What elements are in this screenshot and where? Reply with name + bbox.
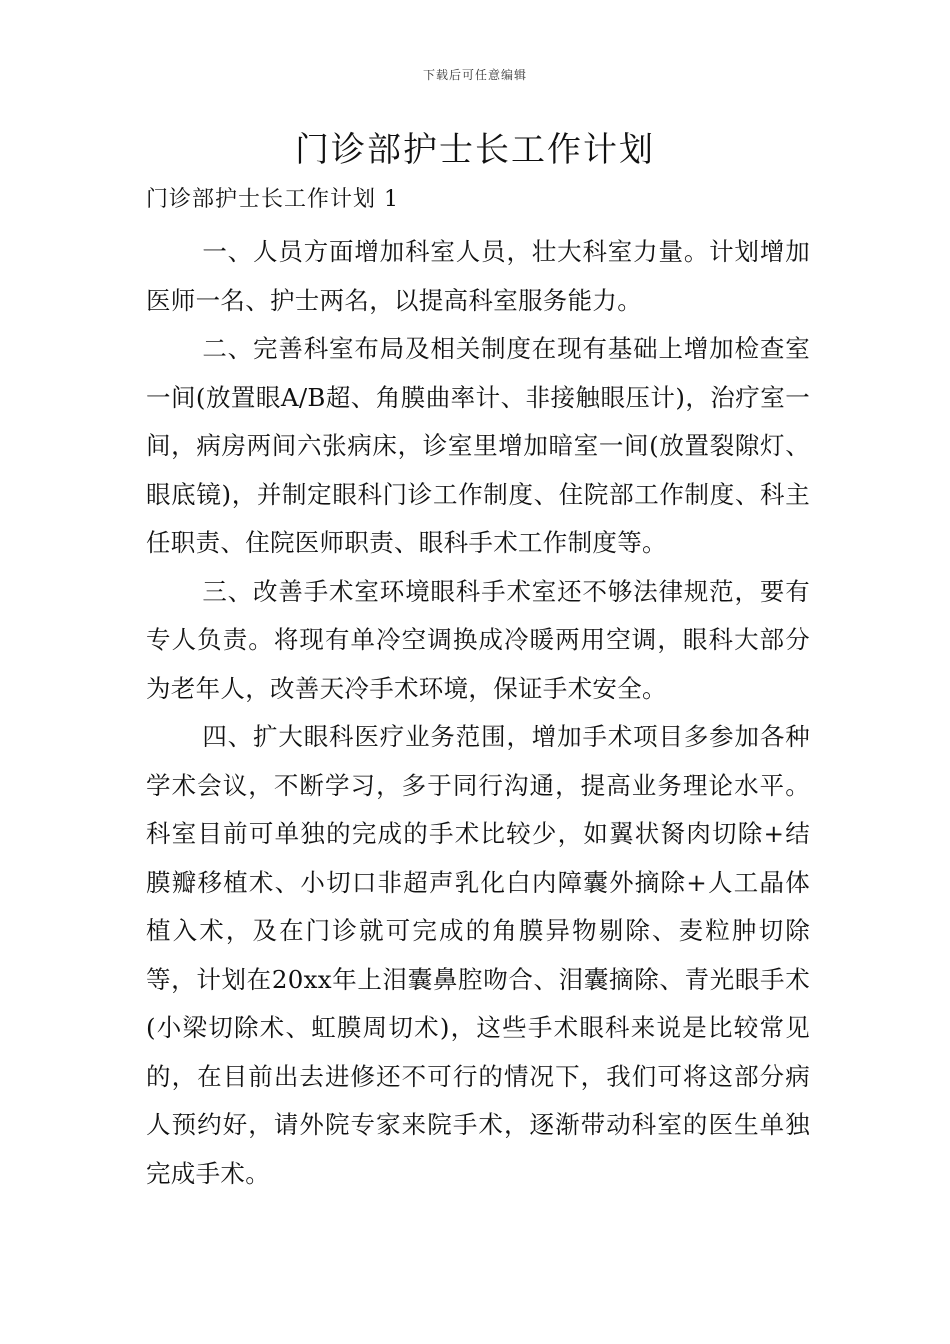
document-body: [146, 182, 810, 1198]
paragraph-layout-rules: 二、完善科室布局及相关制度在现有基础上增加检查室一间(放置眼A/B超、角膜曲率计、非接触眼压计)，治疗室一间，病房两间六张病床，诊室里增加暗室一间(放置裂隙灯、眼底镜)，并制定眼科门诊工作制度、住院部工作制度、科主任职责、住院医师职责、眼科手术工作制度等。: [146, 334, 810, 557]
section-subtitle: 门诊部护士长工作计划 1: [146, 187, 399, 212]
paragraph-business-scope: 四、扩大眼科医疗业务范围，增加手术项目多参加各种学术会议，不断学习，多于同行沟通，提高业务理论水平。科室目前可单独的完成的手术比较少，如翼状胬肉切除+结膜瓣移植术、小切口非超声乳化白内障囊外摘除+人工晶体植入术，及在门诊就可完成的角膜异物剔除、麦粒肿切除等，计划在20xx年上泪囊鼻腔吻合、泪囊摘除、青光眼手术(小梁切除术、虹膜周切术)，这些手术眼科来说是比较常见的，在目前出去进修还不可行的情况下，我们可将这部分病人预约好，请外院专家来院手术，逐渐带动科室的医生单独完成手术。: [146, 722, 810, 1188]
paragraph-staffing: 一、人员方面增加科室人员，壮大科室力量。计划增加医师一名、护士两名，以提高科室服务能力。: [146, 237, 810, 315]
header-note: 下载后可任意编辑: [422, 68, 527, 82]
document-title: 门诊部护士长工作计划: [295, 130, 655, 170]
paragraph-operating-room: 三、改善手术室环境眼科手术室还不够法律规范，要有专人负责。将现有单冷空调换成冷暖两用空调，眼科大部分为老年人，改善天冷手术环境，保证手术安全。: [146, 576, 810, 703]
